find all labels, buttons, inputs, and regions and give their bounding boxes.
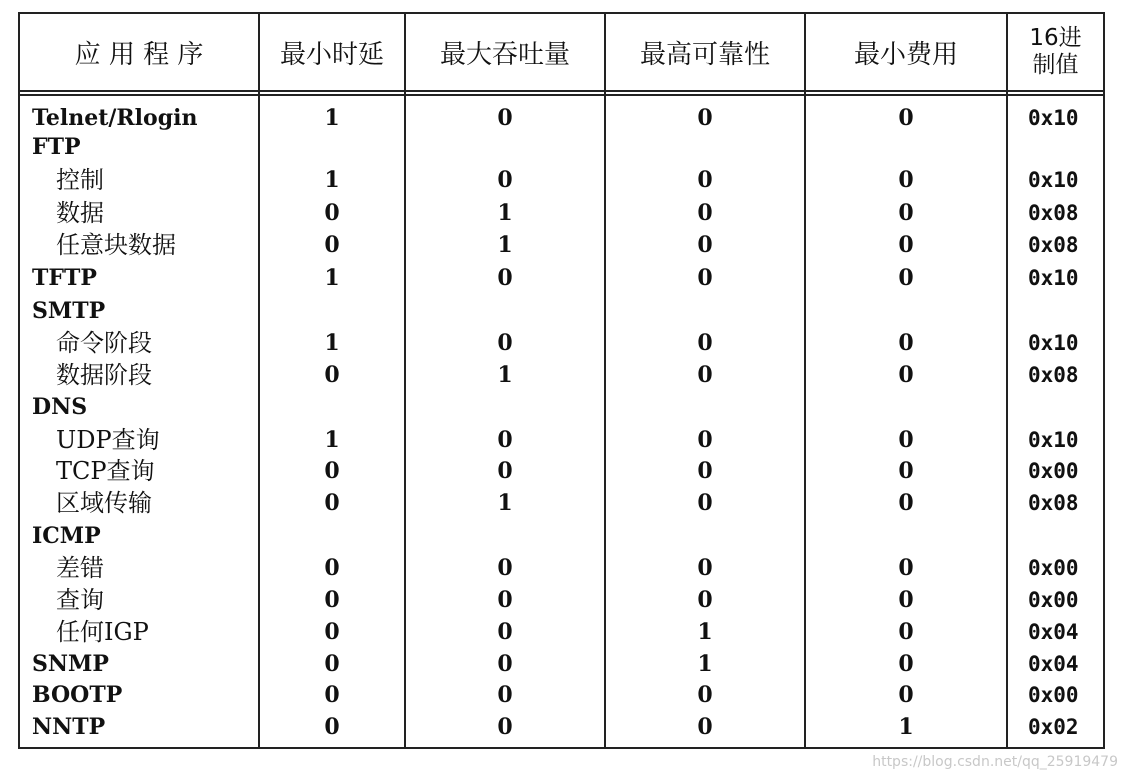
table-row	[20, 391, 1103, 423]
app-name-cell: 任意块数据	[56, 231, 176, 259]
min-delay-cell: 0	[324, 490, 340, 516]
min-delay-cell: 1	[324, 427, 340, 453]
app-name-cell: Telnet/Rlogin	[32, 105, 198, 131]
max-reliability-cell	[606, 131, 804, 163]
header-max-throughput: 最大吞吐量	[439, 39, 570, 70]
max-reliability-cell	[606, 295, 804, 327]
app-name-cell: 控制	[56, 166, 104, 194]
table-row	[20, 359, 1103, 391]
header-divider	[20, 90, 1103, 92]
max-throughput-cell: 0	[497, 105, 513, 131]
min-cost-cell: 0	[898, 682, 914, 708]
app-name-cell: 查询	[56, 586, 104, 614]
table-row	[20, 327, 1103, 359]
app-name-cell: 差错	[56, 554, 104, 582]
app-name-cell: NNTP	[32, 714, 106, 740]
app-name-cell: DNS	[32, 394, 88, 420]
min-cost-cell: 0	[898, 265, 914, 291]
hex-value-cell: 0x10	[1028, 266, 1079, 290]
max-reliability-cell: 1	[697, 619, 713, 645]
max-reliability-cell: 1	[697, 651, 713, 677]
hex-value-cell: 0x00	[1028, 459, 1079, 483]
max-throughput-cell	[406, 295, 604, 327]
hex-value-cell: 0x02	[1028, 715, 1079, 739]
table-row	[20, 424, 1103, 456]
max-throughput-cell: 0	[497, 682, 513, 708]
table-row	[20, 197, 1103, 229]
table-row	[20, 648, 1103, 680]
max-throughput-cell: 0	[497, 555, 513, 581]
app-name-cell: TCP查询	[56, 457, 155, 485]
hex-value-cell: 0x00	[1028, 683, 1079, 707]
max-throughput-cell	[406, 391, 604, 423]
hex-value-cell	[1028, 131, 1103, 163]
min-cost-cell: 0	[898, 330, 914, 356]
max-reliability-cell: 0	[697, 105, 713, 131]
header-min-delay: 最小时延	[279, 39, 384, 70]
app-name-cell: UDP查询	[56, 426, 160, 454]
table-row	[20, 295, 1103, 327]
app-name-cell: SMTP	[32, 298, 106, 324]
max-throughput-cell: 0	[497, 619, 513, 645]
min-delay-cell: 0	[324, 458, 340, 484]
hex-value-cell: 0x08	[1028, 491, 1079, 515]
max-reliability-cell: 0	[697, 458, 713, 484]
min-cost-cell: 0	[898, 105, 914, 131]
min-delay-cell	[260, 520, 404, 552]
app-name-cell: 命令阶段	[56, 329, 152, 357]
max-reliability-cell: 0	[697, 200, 713, 226]
table-row	[20, 229, 1103, 261]
max-reliability-cell: 0	[697, 265, 713, 291]
watermark: https://blog.csdn.net/qq_25919479	[872, 754, 1118, 770]
min-cost-cell: 0	[898, 651, 914, 677]
min-cost-cell: 0	[898, 232, 914, 258]
hex-value-cell	[1028, 391, 1103, 423]
app-name-cell: TFTP	[32, 265, 97, 291]
hex-value-cell: 0x00	[1028, 556, 1079, 580]
min-delay-cell: 1	[324, 330, 340, 356]
min-delay-cell: 0	[324, 651, 340, 677]
hex-value-cell: 0x08	[1028, 363, 1079, 387]
hex-value-cell: 0x10	[1028, 168, 1079, 192]
hex-value-cell: 0x10	[1028, 428, 1079, 452]
table-row	[20, 455, 1103, 487]
header-hex: 16进 制值	[1029, 25, 1082, 78]
app-name-cell: SNMP	[32, 651, 109, 677]
max-reliability-cell: 0	[697, 232, 713, 258]
table-row	[20, 102, 1103, 134]
hex-value-cell: 0x08	[1028, 233, 1079, 257]
min-delay-cell: 0	[324, 555, 340, 581]
max-reliability-cell	[606, 520, 804, 552]
table-row	[20, 584, 1103, 616]
hex-value-cell	[1028, 295, 1103, 327]
max-reliability-cell: 0	[697, 587, 713, 613]
app-name-cell: 数据	[56, 199, 104, 227]
table-row	[20, 552, 1103, 584]
table-row	[20, 616, 1103, 648]
min-delay-cell: 0	[324, 232, 340, 258]
max-reliability-cell: 0	[697, 427, 713, 453]
max-throughput-cell: 0	[497, 458, 513, 484]
tos-table	[18, 12, 1105, 749]
max-throughput-cell: 0	[497, 265, 513, 291]
hex-value-cell: 0x04	[1028, 620, 1079, 644]
header-min-cost: 最小费用	[853, 39, 958, 70]
max-reliability-cell: 0	[697, 555, 713, 581]
table-row	[20, 131, 1103, 163]
app-name-cell: 区域传输	[56, 489, 152, 517]
hex-value-cell: 0x04	[1028, 652, 1079, 676]
max-throughput-cell: 0	[497, 167, 513, 193]
app-name-cell: 任何IGP	[56, 618, 149, 646]
max-reliability-cell: 0	[697, 330, 713, 356]
min-delay-cell: 0	[324, 200, 340, 226]
max-reliability-cell: 0	[697, 167, 713, 193]
table-row	[20, 487, 1103, 519]
table-row	[20, 520, 1103, 552]
min-cost-cell: 0	[898, 427, 914, 453]
max-throughput-cell: 1	[497, 490, 513, 516]
table-row	[20, 262, 1103, 294]
min-cost-cell: 0	[898, 555, 914, 581]
hex-value-cell: 0x08	[1028, 201, 1079, 225]
max-throughput-cell: 0	[497, 651, 513, 677]
hex-value-cell	[1028, 520, 1103, 552]
hex-value-cell: 0x00	[1028, 588, 1079, 612]
min-delay-cell: 0	[324, 587, 340, 613]
table-row	[20, 679, 1103, 711]
min-delay-cell	[260, 295, 404, 327]
max-throughput-cell: 0	[497, 714, 513, 740]
max-reliability-cell	[606, 391, 804, 423]
max-throughput-cell: 0	[497, 330, 513, 356]
min-delay-cell: 1	[324, 265, 340, 291]
max-throughput-cell: 1	[497, 200, 513, 226]
min-cost-cell	[806, 391, 1006, 423]
min-delay-cell	[260, 391, 404, 423]
max-throughput-cell: 1	[497, 362, 513, 388]
min-delay-cell	[260, 131, 404, 163]
app-name-cell: 数据阶段	[56, 361, 152, 389]
max-throughput-cell	[406, 131, 604, 163]
max-throughput-cell	[406, 520, 604, 552]
min-cost-cell: 0	[898, 619, 914, 645]
max-throughput-cell: 0	[497, 427, 513, 453]
min-cost-cell: 0	[898, 200, 914, 226]
min-cost-cell	[806, 520, 1006, 552]
min-cost-cell	[806, 131, 1006, 163]
min-cost-cell: 1	[898, 714, 914, 740]
min-delay-cell: 0	[324, 362, 340, 388]
min-cost-cell: 0	[898, 167, 914, 193]
min-cost-cell	[806, 295, 1006, 327]
app-name-cell: ICMP	[32, 523, 101, 549]
header-app: 应 用 程 序	[74, 39, 204, 70]
hex-value-cell: 0x10	[1028, 106, 1079, 130]
max-throughput-cell: 0	[497, 587, 513, 613]
min-delay-cell: 0	[324, 682, 340, 708]
app-name-cell: FTP	[32, 134, 81, 160]
min-delay-cell: 1	[324, 105, 340, 131]
min-cost-cell: 0	[898, 362, 914, 388]
min-cost-cell: 0	[898, 490, 914, 516]
table-row	[20, 711, 1103, 743]
table-row	[20, 164, 1103, 196]
max-throughput-cell: 1	[497, 232, 513, 258]
min-cost-cell: 0	[898, 587, 914, 613]
max-reliability-cell: 0	[697, 362, 713, 388]
header-max-reliability: 最高可靠性	[639, 39, 770, 70]
min-cost-cell: 0	[898, 458, 914, 484]
max-reliability-cell: 0	[697, 714, 713, 740]
max-reliability-cell: 0	[697, 490, 713, 516]
header-divider	[20, 94, 1103, 96]
min-delay-cell: 1	[324, 167, 340, 193]
min-delay-cell: 0	[324, 714, 340, 740]
hex-value-cell: 0x10	[1028, 331, 1079, 355]
app-name-cell: BOOTP	[32, 682, 123, 708]
max-reliability-cell: 0	[697, 682, 713, 708]
min-delay-cell: 0	[324, 619, 340, 645]
